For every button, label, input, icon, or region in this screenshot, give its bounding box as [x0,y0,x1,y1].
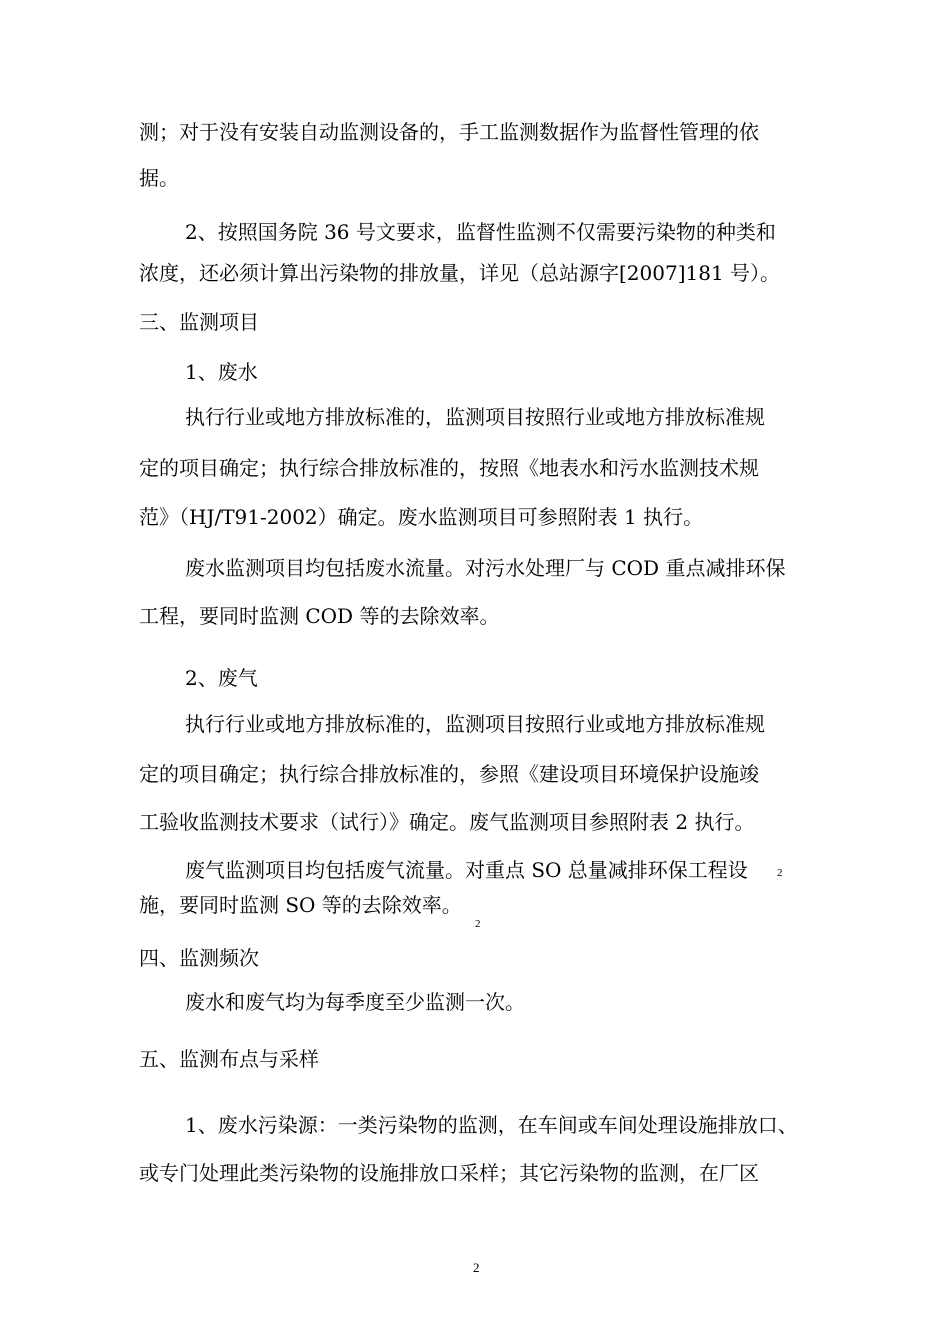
subsection-heading: 2、废气 [185,666,258,690]
text-line: 1、废水污染源：一类污染物的监测，在车间或车间处理设施排放口、 [185,1113,798,1137]
text-line: 工程，要同时监测 COD 等的去除效率。 [139,604,500,628]
text-line: 废水和废气均为每季度至少监测一次。 [185,990,525,1014]
text-line: 浓度，还必须计算出污染物的排放量，详见（总站源字[2007]181 号）。 [139,261,781,285]
subsection-heading: 1、废水 [185,360,258,384]
text-line: 工验收监测技术要求（试行）》确定。废气监测项目参照附表 2 执行。 [139,810,755,834]
subscript-so2: 2 [475,918,481,930]
text-line: 执行行业或地方排放标准的，监测项目按照行业或地方排放标准规 [185,405,765,429]
text-line: 废水监测项目均包括废水流量。对污水处理厂与 COD 重点减排环保 [185,556,786,580]
text-line: 定的项目确定；执行综合排放标准的，参照《建设项目环境保护设施竣 [139,762,759,786]
text-line: 2、按照国务院 36 号文要求，监督性监测不仅需要污染物的种类和 [185,220,776,244]
page-number: 2 [473,1260,480,1275]
text-line: 废气监测项目均包括废气流量。对重点 SO 总量减排环保工程设 [185,858,748,882]
text-line: 定的项目确定；执行综合排放标准的，按照《地表水和污水监测技术规 [139,456,759,480]
section-heading: 四、监测频次 [139,946,259,970]
text-line: 据。 [139,166,179,190]
text-line: 执行行业或地方排放标准的，监测项目按照行业或地方排放标准规 [185,712,765,736]
subscript-so2: 2 [777,867,783,879]
section-heading: 三、监测项目 [139,310,259,334]
text-line: 施，要同时监测 SO 等的去除效率。 [139,893,462,917]
section-heading: 五、监测布点与采样 [139,1047,319,1071]
text-line: 或专门处理此类污染物的设施排放口采样；其它污染物的监测，在厂区 [139,1161,759,1185]
text-line: 测；对于没有安装自动监测设备的，手工监测数据作为监督性管理的依 [139,120,759,144]
text-line: 范》（HJ/T91-2002）确定。废水监测项目可参照附表 1 执行。 [139,505,704,529]
